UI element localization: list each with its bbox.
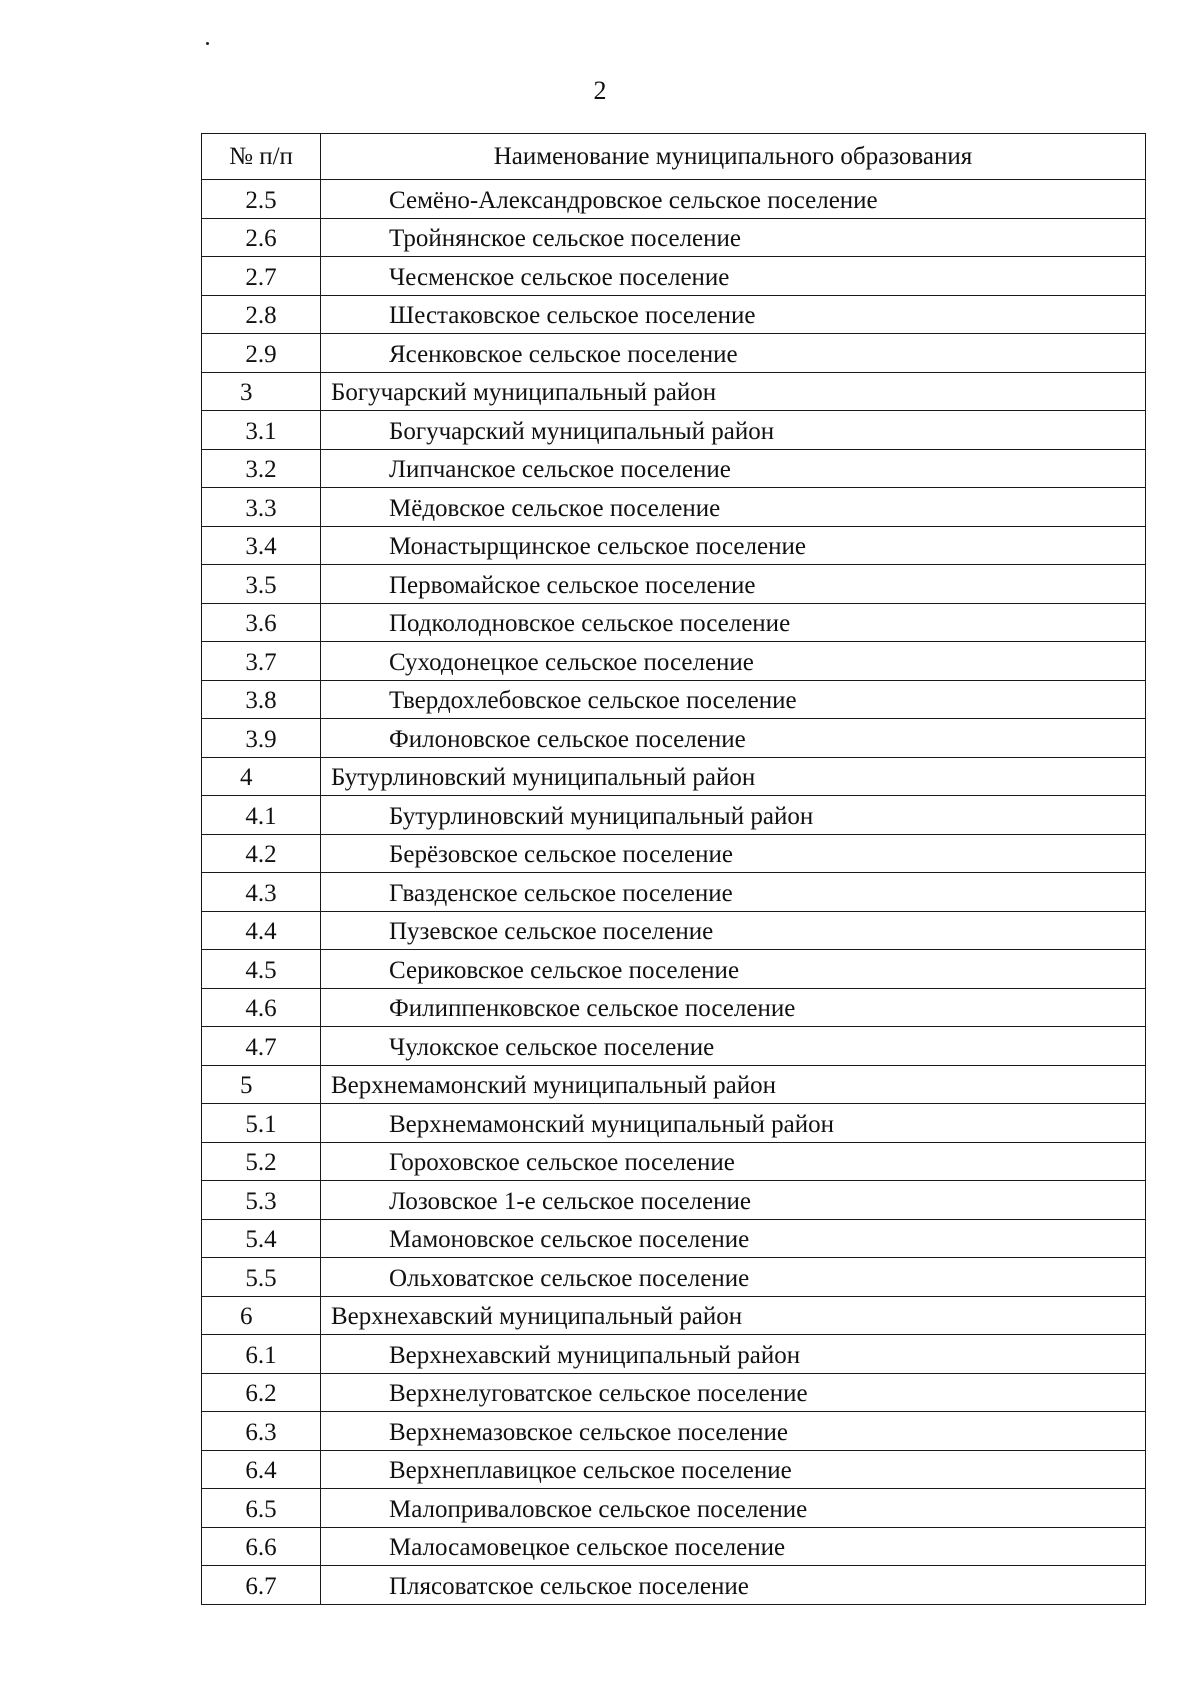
settlement-row	[202, 603, 1146, 642]
settlement-row	[202, 834, 1146, 873]
municipality-name: Верхнехавский муниципальный район	[321, 1335, 1146, 1374]
row-number: 3.6	[202, 603, 321, 642]
settlement-row	[202, 1412, 1146, 1451]
row-number: 2.7	[202, 257, 321, 296]
row-number: 4.3	[202, 873, 321, 912]
settlement-row	[202, 411, 1146, 450]
municipality-name: Гвазденское сельское поселение	[321, 873, 1146, 912]
municipality-name: Чесменское сельское поселение	[321, 257, 1146, 296]
row-number: 5	[202, 1065, 321, 1104]
row-number: 6.6	[202, 1527, 321, 1566]
municipality-name: Верхнехавский муниципальный район	[321, 1296, 1146, 1335]
row-number: 4.1	[202, 796, 321, 835]
settlement-row	[202, 911, 1146, 950]
row-number: 6.3	[202, 1412, 321, 1451]
settlement-row	[202, 642, 1146, 681]
row-number: 3.4	[202, 526, 321, 565]
row-number: 2.8	[202, 295, 321, 334]
municipality-name: Чулокское сельское поселение	[321, 1027, 1146, 1066]
settlement-row	[202, 1335, 1146, 1374]
row-number: 5.2	[202, 1142, 321, 1181]
settlement-row	[202, 1566, 1146, 1605]
municipality-name: Верхнемамонский муниципальный район	[321, 1104, 1146, 1143]
municipality-name: Первомайское сельское поселение	[321, 565, 1146, 604]
row-number: 3.2	[202, 449, 321, 488]
row-number: 3.1	[202, 411, 321, 450]
settlement-row	[202, 988, 1146, 1027]
settlement-row	[202, 488, 1146, 527]
table-body	[202, 180, 1146, 1605]
settlement-row	[202, 334, 1146, 373]
settlement-row	[202, 873, 1146, 912]
municipalities-table	[201, 133, 1146, 1605]
settlement-row	[202, 1373, 1146, 1412]
row-number: 4.5	[202, 950, 321, 989]
district-row	[202, 1065, 1146, 1104]
municipality-name: Филоновское сельское поселение	[321, 719, 1146, 758]
municipality-name: Липчанское сельское поселение	[321, 449, 1146, 488]
municipality-name: Шестаковское сельское поселение	[321, 295, 1146, 334]
settlement-row	[202, 1527, 1146, 1566]
table-header-row	[202, 134, 1146, 180]
municipality-name: Верхнемамонский муниципальный район	[321, 1065, 1146, 1104]
settlement-row	[202, 1027, 1146, 1066]
row-number: 3.5	[202, 565, 321, 604]
settlement-row	[202, 1489, 1146, 1528]
row-number: 6.5	[202, 1489, 321, 1528]
row-number: 5.4	[202, 1219, 321, 1258]
settlement-row	[202, 1104, 1146, 1143]
settlement-row	[202, 1142, 1146, 1181]
row-number: 5.1	[202, 1104, 321, 1143]
municipality-name: Богучарский муниципальный район	[321, 372, 1146, 411]
settlement-row	[202, 1219, 1146, 1258]
municipality-name: Твердохлебовское сельское поселение	[321, 680, 1146, 719]
municipality-name: Суходонецкое сельское поселение	[321, 642, 1146, 681]
municipality-name: Гороховское сельское поселение	[321, 1142, 1146, 1181]
row-number: 4	[202, 757, 321, 796]
municipality-name: Верхнемазовское сельское поселение	[321, 1412, 1146, 1451]
municipality-name: Семёно-Александровское сельское поселение	[321, 180, 1146, 219]
settlement-row	[202, 680, 1146, 719]
municipality-name: Верхнелуговатское сельское поселение	[321, 1373, 1146, 1412]
row-number: 5.3	[202, 1181, 321, 1220]
row-number: 4.7	[202, 1027, 321, 1066]
row-number: 3.7	[202, 642, 321, 681]
row-number: 2.9	[202, 334, 321, 373]
row-number: 2.5	[202, 180, 321, 219]
row-number: 6.1	[202, 1335, 321, 1374]
settlement-row	[202, 950, 1146, 989]
municipality-name: Мамоновское сельское поселение	[321, 1219, 1146, 1258]
municipality-name: Монастырщинское сельское поселение	[321, 526, 1146, 565]
column-header-number: № п/п	[202, 134, 321, 180]
municipality-name: Бутурлиновский муниципальный район	[321, 757, 1146, 796]
settlement-row	[202, 719, 1146, 758]
row-number: 5.5	[202, 1258, 321, 1297]
column-header-name: Наименование муниципального образования	[321, 134, 1146, 180]
municipality-name: Филиппенковское сельское поселение	[321, 988, 1146, 1027]
settlement-row	[202, 565, 1146, 604]
municipality-name: Малосамовецкое сельское поселение	[321, 1527, 1146, 1566]
row-number: 3.8	[202, 680, 321, 719]
settlement-row	[202, 257, 1146, 296]
row-number: 4.4	[202, 911, 321, 950]
district-row	[202, 757, 1146, 796]
row-number: 6.7	[202, 1566, 321, 1605]
settlement-row	[202, 180, 1146, 219]
row-number: 4.2	[202, 834, 321, 873]
settlement-row	[202, 449, 1146, 488]
row-number: 2.6	[202, 218, 321, 257]
municipality-name: Бутурлиновский муниципальный район	[321, 796, 1146, 835]
settlement-row	[202, 796, 1146, 835]
settlement-row	[202, 1258, 1146, 1297]
settlement-row	[202, 526, 1146, 565]
row-number: 6.2	[202, 1373, 321, 1412]
row-number: 3.9	[202, 719, 321, 758]
row-number: 4.6	[202, 988, 321, 1027]
settlement-row	[202, 295, 1146, 334]
municipality-name: Подколодновское сельское поселение	[321, 603, 1146, 642]
municipality-name: Пузевское сельское поселение	[321, 911, 1146, 950]
scan-speck	[206, 42, 209, 45]
row-number: 3.3	[202, 488, 321, 527]
municipality-name: Берёзовское сельское поселение	[321, 834, 1146, 873]
municipality-name: Плясоватское сельское поселение	[321, 1566, 1146, 1605]
row-number: 3	[202, 372, 321, 411]
municipality-name: Верхнеплавицкое сельское поселение	[321, 1450, 1146, 1489]
row-number: 6	[202, 1296, 321, 1335]
municipality-name: Ясенковское сельское поселение	[321, 334, 1146, 373]
municipality-name: Мёдовское сельское поселение	[321, 488, 1146, 527]
settlement-row	[202, 1450, 1146, 1489]
municipality-name: Тройнянское сельское поселение	[321, 218, 1146, 257]
municipality-name: Сериковское сельское поселение	[321, 950, 1146, 989]
page-number: 2	[593, 76, 607, 105]
settlement-row	[202, 218, 1146, 257]
row-number: 6.4	[202, 1450, 321, 1489]
municipality-name: Малоприваловское сельское поселение	[321, 1489, 1146, 1528]
municipality-name: Лозовское 1-е сельское поселение	[321, 1181, 1146, 1220]
municipality-name: Ольховатское сельское поселение	[321, 1258, 1146, 1297]
district-row	[202, 1296, 1146, 1335]
district-row	[202, 372, 1146, 411]
municipality-name: Богучарский муниципальный район	[321, 411, 1146, 450]
settlement-row	[202, 1181, 1146, 1220]
